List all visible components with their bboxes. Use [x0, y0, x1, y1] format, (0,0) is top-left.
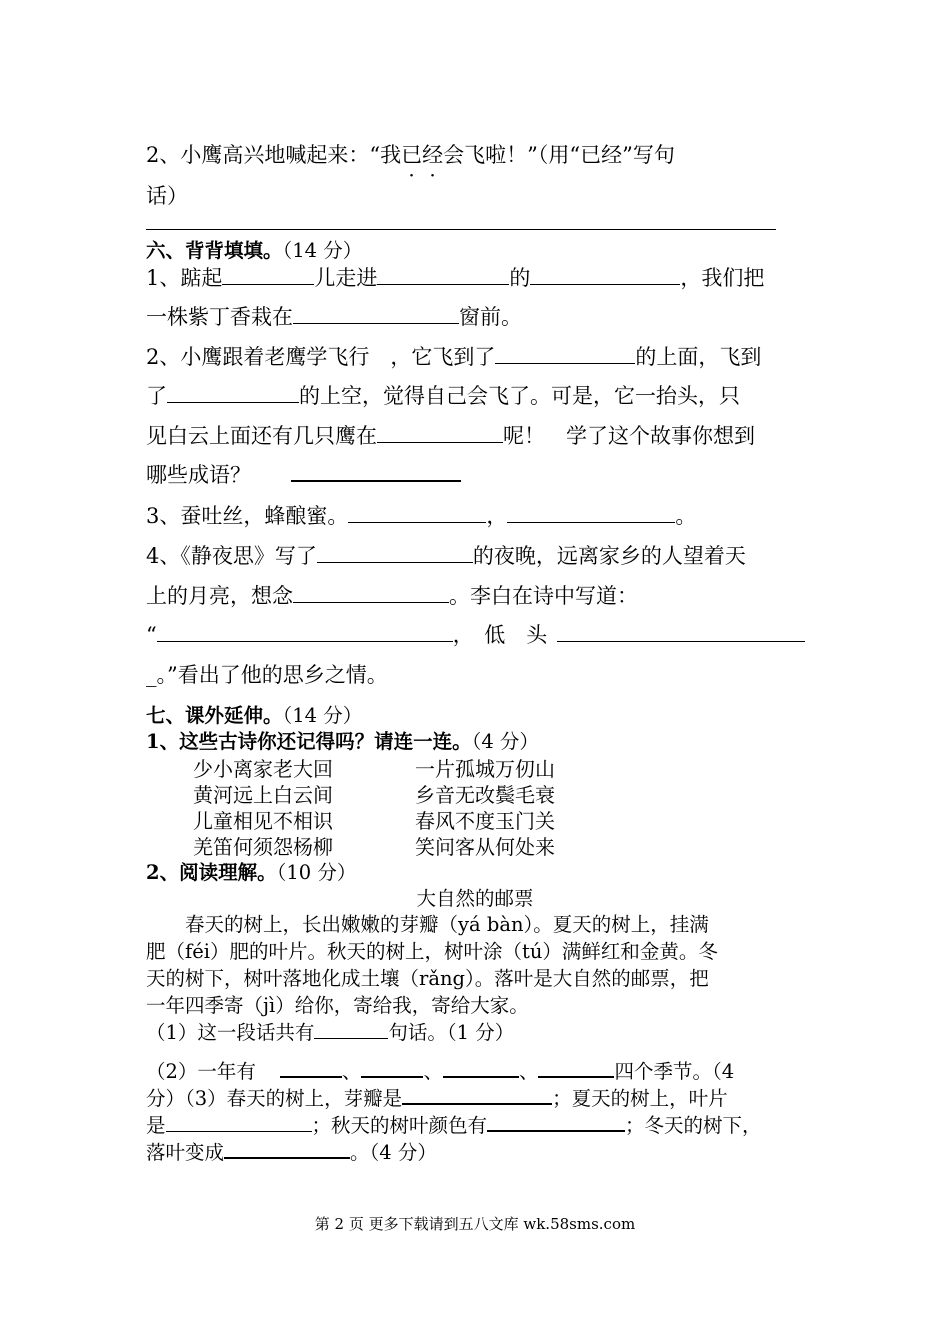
poem-left-4[interactable]: 羌笛何须怨杨柳: [193, 835, 333, 859]
sec6-q2-line4: 哪些成语？: [146, 459, 461, 489]
poem-right-2[interactable]: 乡音无改鬓毛衰: [415, 783, 555, 807]
poem-right-1[interactable]: 一片孤城万仞山: [415, 757, 555, 781]
blank[interactable]: [507, 503, 675, 523]
blank[interactable]: [557, 622, 805, 642]
reading-q1: （1）这一段话共有 句话。（1 分）: [146, 1021, 515, 1044]
blank[interactable]: [167, 383, 299, 403]
blank[interactable]: [166, 1113, 312, 1132]
poem-left-2[interactable]: 黄河远上白云间: [193, 783, 333, 807]
blank[interactable]: [487, 1112, 625, 1132]
page-footer: 第 2 页 更多下载请到五八文库 wk.58sms.com: [314, 1215, 636, 1233]
reading-q3-line3: 落叶变成 。（4 分）: [146, 1141, 437, 1164]
sec7-part2-heading: 2、阅读理解。（10 分）: [146, 861, 357, 884]
q5-2-line1: 2、小鹰高兴地喊起来：“我已经会飞啦！”（用“已经”写句: [146, 139, 675, 169]
blank[interactable]: [280, 1058, 342, 1078]
poem-left-3[interactable]: 儿童相见不相识: [193, 809, 333, 833]
poem-right-4[interactable]: 笑问客从何处来: [415, 835, 555, 859]
sec6-q1-line2: 一株紫丁香栽在 窗前。: [146, 305, 522, 329]
emphasis-char: 已: [401, 143, 423, 167]
sec6-q3: 3、蚕吐丝，蜂酿蜜。 ， 。: [146, 504, 697, 528]
passage-line: 天的树下，树叶落地化成土壤（rǎng）。落叶是大自然的邮票，把: [146, 967, 709, 990]
blank[interactable]: [495, 344, 635, 364]
blank[interactable]: [314, 1020, 388, 1039]
section-6-heading: 六、背背填填。（14 分）: [146, 239, 363, 262]
blank[interactable]: [317, 543, 473, 563]
sec6-q4-line4: _。”看出了他的思乡之情。: [146, 663, 388, 687]
reading-q2: （2）一年有 、 、 、 四个季节。（4: [146, 1060, 735, 1083]
sec6-q2-line2: 了 的上空，觉得自己会飞了。可是，它一抬头，只: [146, 384, 740, 408]
sec6-q2-line1: 2、小鹰跟着老鹰学飞行 ，它飞到了 的上面，飞到: [146, 345, 762, 369]
blank[interactable]: [530, 265, 680, 285]
blank[interactable]: [348, 503, 486, 523]
blank[interactable]: [361, 1058, 423, 1078]
blank[interactable]: [538, 1058, 614, 1078]
sec6-q4-line1: 4、《静夜思》写了 的夜晚，远离家乡的人望着天: [146, 544, 746, 568]
sec6-q1-line1: 1、踮起 儿走进 的 ，我们把: [146, 266, 765, 290]
sec7-part1-heading: 1、这些古诗你还记得吗？请连一连。（4 分）: [146, 730, 539, 753]
answer-line[interactable]: [146, 229, 776, 230]
section-7-heading: 七、课外延伸。（14 分）: [146, 704, 363, 727]
blank[interactable]: [377, 423, 503, 443]
poem-left-1[interactable]: 少小离家老大回: [193, 757, 333, 781]
passage-title: 大自然的邮票: [416, 887, 534, 910]
poem-right-3[interactable]: 春风不度玉门关: [415, 809, 555, 833]
blank[interactable]: [293, 583, 449, 603]
reading-q3-line2: 是 ；秋天的树叶颜色有 ；冬天的树下，: [146, 1114, 762, 1137]
sec6-q4-line2: 上的月亮，想念 。李白在诗中写道：: [146, 584, 638, 608]
blank[interactable]: [443, 1058, 519, 1078]
passage-line: 一年四季寄（jì）给你，寄给我，寄给大家。: [146, 994, 529, 1017]
blank[interactable]: [377, 265, 509, 285]
blank[interactable]: [293, 304, 459, 324]
blank[interactable]: [222, 265, 314, 285]
blank[interactable]: [291, 461, 461, 482]
passage-line: 肥（féi）肥的叶片。秋天的树上，树叶涂（tú）满鲜红和金黄。冬: [146, 940, 718, 963]
sec6-q4-line3: “ ， 低 头: [146, 619, 805, 649]
emphasis-char: 经: [422, 143, 444, 167]
reading-q3-line1: 分）（3）春天的树上，芽瓣是 ；夏天的树上，叶片: [146, 1087, 728, 1110]
q5-2-line2: 话）: [146, 184, 188, 208]
sec6-q2-line3: 见白云上面还有几只鹰在 呢！ 学了这个故事你想到: [146, 424, 755, 448]
blank[interactable]: [157, 622, 453, 642]
passage-line: 春天的树上，长出嫩嫩的芽瓣（yá bàn）。夏天的树上，挂满: [146, 913, 709, 936]
blank[interactable]: [402, 1085, 552, 1105]
blank[interactable]: [224, 1139, 350, 1159]
